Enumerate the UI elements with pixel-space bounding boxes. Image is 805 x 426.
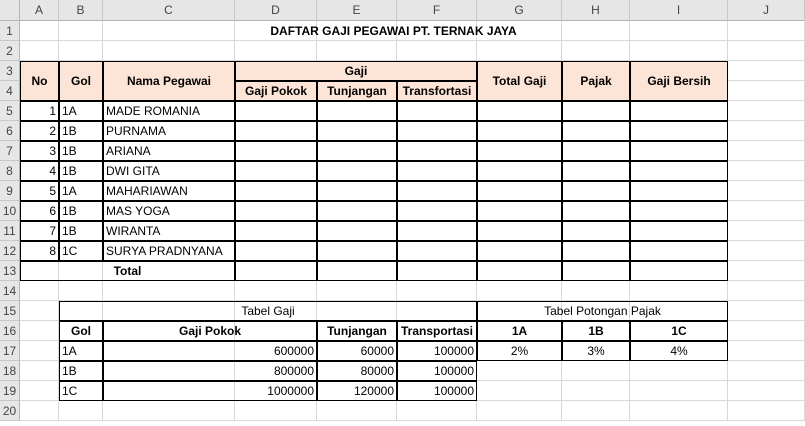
employee-no[interactable]: 7 (20, 221, 59, 241)
employee-name[interactable]: PURNAMA (103, 121, 235, 141)
grid-cell[interactable] (397, 41, 477, 61)
grid-cell[interactable] (728, 361, 805, 381)
tabel-gaji-header-transportasi[interactable]: Transportasi (397, 321, 477, 341)
row-header-18[interactable]: 18 (0, 361, 20, 381)
grid-cell[interactable] (728, 41, 805, 61)
header-gaji-group[interactable]: Gaji (235, 61, 477, 81)
grid-cell[interactable] (630, 361, 728, 381)
tabel-gaji-transportasi[interactable]: 100000 (397, 381, 477, 401)
employee-gol[interactable]: 1B (59, 221, 103, 241)
tabel-gaji-gol[interactable]: 1C (59, 381, 103, 401)
employee-no[interactable]: 3 (20, 141, 59, 161)
grid-cell[interactable] (477, 401, 562, 421)
grid-cell[interactable] (728, 401, 805, 421)
row-header-12[interactable]: 12 (0, 241, 20, 261)
tabel-pajak-header[interactable]: 1A (477, 321, 562, 341)
employee-gol[interactable]: 1B (59, 201, 103, 221)
empty-value-cell[interactable] (235, 221, 317, 241)
grid-cell[interactable] (728, 81, 805, 101)
tabel-pajak-value[interactable]: 2% (477, 341, 562, 361)
select-all-corner[interactable] (0, 0, 20, 21)
employee-no[interactable]: 2 (20, 121, 59, 141)
row-header-7[interactable]: 7 (0, 141, 20, 161)
grid-cell[interactable] (20, 321, 59, 341)
grid-cell[interactable] (20, 281, 59, 301)
row-header-6[interactable]: 6 (0, 121, 20, 141)
grid-cell[interactable] (20, 41, 59, 61)
empty-value-cell[interactable] (397, 101, 477, 121)
empty-value-cell[interactable] (235, 101, 317, 121)
empty-value-cell[interactable] (397, 221, 477, 241)
grid-cell[interactable] (477, 381, 562, 401)
grid-cell[interactable] (728, 381, 805, 401)
employee-name[interactable]: ARIANA (103, 141, 235, 161)
employee-name[interactable]: MAS YOGA (103, 201, 235, 221)
row-header-20[interactable]: 20 (0, 401, 20, 421)
grid-cell[interactable] (317, 41, 397, 61)
row-header-2[interactable]: 2 (0, 41, 20, 61)
empty-value-cell[interactable] (630, 181, 728, 201)
empty-value-cell[interactable] (397, 161, 477, 181)
column-header-J[interactable]: J (728, 0, 805, 21)
grid-cell[interactable] (20, 301, 59, 321)
column-header-I[interactable]: I (630, 0, 728, 21)
row-header-15[interactable]: 15 (0, 301, 20, 321)
grid-cell[interactable] (235, 41, 317, 61)
header-no[interactable]: No (20, 61, 59, 101)
empty-value-cell[interactable] (562, 201, 630, 221)
tabel-gaji-tunjangan[interactable]: 60000 (317, 341, 397, 361)
grid-cell[interactable] (630, 41, 728, 61)
column-header-B[interactable]: B (59, 0, 103, 21)
row-header-9[interactable]: 9 (0, 181, 20, 201)
grid-cell[interactable] (59, 281, 103, 301)
row-header-10[interactable]: 10 (0, 201, 20, 221)
grid-cell[interactable] (728, 261, 805, 281)
empty-value-cell[interactable] (630, 101, 728, 121)
empty-value-cell[interactable] (477, 201, 562, 221)
employee-name[interactable]: DWI GITA (103, 161, 235, 181)
empty-value-cell[interactable] (562, 241, 630, 261)
employee-name[interactable]: WIRANTA (103, 221, 235, 241)
header-gaji-bersih[interactable]: Gaji Bersih (630, 61, 728, 101)
empty-value-cell[interactable] (317, 121, 397, 141)
empty-value-cell[interactable] (562, 221, 630, 241)
grid-cell[interactable] (397, 401, 477, 421)
tabel-gaji-title[interactable]: Tabel Gaji (59, 301, 477, 321)
empty-value-cell[interactable] (562, 121, 630, 141)
employee-gol[interactable]: 1B (59, 141, 103, 161)
grid-cell[interactable] (317, 401, 397, 421)
empty-value-cell[interactable] (397, 241, 477, 261)
grid-cell[interactable] (562, 281, 630, 301)
employee-gol[interactable]: 1A (59, 101, 103, 121)
empty-value-cell[interactable] (630, 141, 728, 161)
empty-value-cell[interactable] (562, 161, 630, 181)
grid-cell[interactable] (103, 401, 235, 421)
employee-name[interactable]: MADE ROMANIA (103, 101, 235, 121)
total-value-cell[interactable] (397, 261, 477, 281)
tabel-pajak-value[interactable]: 3% (562, 341, 630, 361)
grid-cell[interactable] (630, 281, 728, 301)
column-header-H[interactable]: H (562, 0, 630, 21)
grid-cell[interactable] (477, 41, 562, 61)
column-header-D[interactable]: D (235, 0, 317, 21)
employee-no[interactable]: 4 (20, 161, 59, 181)
grid-cell[interactable] (103, 41, 235, 61)
row-header-16[interactable]: 16 (0, 321, 20, 341)
grid-cell[interactable] (317, 281, 397, 301)
row-header-5[interactable]: 5 (0, 101, 20, 121)
row-header-1[interactable]: 1 (0, 21, 20, 41)
tabel-gaji-tunjangan[interactable]: 80000 (317, 361, 397, 381)
grid-cell[interactable] (103, 281, 235, 301)
tabel-gaji-pokok[interactable]: 800000 (103, 361, 317, 381)
grid-cell[interactable] (477, 281, 562, 301)
employee-no[interactable]: 1 (20, 101, 59, 121)
empty-value-cell[interactable] (562, 141, 630, 161)
total-value-cell[interactable] (562, 261, 630, 281)
total-label[interactable]: Total (20, 261, 235, 281)
column-header-C[interactable]: C (103, 0, 235, 21)
grid-cell[interactable] (397, 281, 477, 301)
empty-value-cell[interactable] (562, 181, 630, 201)
employee-gol[interactable]: 1B (59, 121, 103, 141)
empty-value-cell[interactable] (397, 121, 477, 141)
total-value-cell[interactable] (317, 261, 397, 281)
tabel-gaji-gol[interactable]: 1B (59, 361, 103, 381)
grid-cell[interactable] (728, 281, 805, 301)
empty-value-cell[interactable] (235, 141, 317, 161)
grid-cell[interactable] (20, 401, 59, 421)
header-nama-pegawai[interactable]: Nama Pegawai (103, 61, 235, 101)
empty-value-cell[interactable] (317, 141, 397, 161)
employee-name[interactable]: SURYA PRADNYANA (103, 241, 235, 261)
empty-value-cell[interactable] (562, 101, 630, 121)
empty-value-cell[interactable] (477, 181, 562, 201)
empty-value-cell[interactable] (317, 181, 397, 201)
empty-value-cell[interactable] (477, 221, 562, 241)
grid-cell[interactable] (728, 341, 805, 361)
grid-cell[interactable] (562, 401, 630, 421)
grid-cell[interactable] (20, 341, 59, 361)
grid-cell[interactable] (728, 101, 805, 121)
tabel-pajak-header[interactable]: 1B (562, 321, 630, 341)
empty-value-cell[interactable] (477, 141, 562, 161)
row-header-13[interactable]: 13 (0, 261, 20, 281)
tabel-gaji-header-tunjangan[interactable]: Tunjangan (317, 321, 397, 341)
grid-cell[interactable] (59, 401, 103, 421)
tabel-gaji-header-gol[interactable]: Gol (59, 321, 103, 341)
grid-cell[interactable] (235, 281, 317, 301)
grid-cell[interactable] (59, 41, 103, 61)
empty-value-cell[interactable] (630, 121, 728, 141)
grid-cell[interactable] (728, 161, 805, 181)
row-header-11[interactable]: 11 (0, 221, 20, 241)
grid-cell[interactable] (728, 321, 805, 341)
grid-cell[interactable] (562, 41, 630, 61)
empty-value-cell[interactable] (477, 101, 562, 121)
empty-value-cell[interactable] (235, 241, 317, 261)
row-header-4[interactable]: 4 (0, 81, 20, 101)
employee-gol[interactable]: 1A (59, 181, 103, 201)
tabel-pajak-title[interactable]: Tabel Potongan Pajak (477, 301, 728, 321)
grid-cell[interactable] (728, 181, 805, 201)
tabel-gaji-pokok[interactable]: 1000000 (103, 381, 317, 401)
empty-value-cell[interactable] (317, 241, 397, 261)
grid-cell[interactable] (728, 61, 805, 81)
grid-cell[interactable] (630, 401, 728, 421)
employee-name[interactable]: MAHARIAWAN (103, 181, 235, 201)
grid-cell[interactable] (728, 121, 805, 141)
employee-no[interactable]: 5 (20, 181, 59, 201)
empty-value-cell[interactable] (477, 121, 562, 141)
empty-value-cell[interactable] (397, 141, 477, 161)
employee-gol[interactable]: 1B (59, 161, 103, 181)
empty-value-cell[interactable] (317, 201, 397, 221)
total-value-cell[interactable] (477, 261, 562, 281)
grid-cell[interactable] (728, 201, 805, 221)
empty-value-cell[interactable] (477, 241, 562, 261)
empty-value-cell[interactable] (317, 101, 397, 121)
header-tunjangan[interactable]: Tunjangan (317, 81, 397, 101)
row-header-19[interactable]: 19 (0, 381, 20, 401)
grid-cell[interactable] (562, 361, 630, 381)
employee-no[interactable]: 8 (20, 241, 59, 261)
grid-cell[interactable] (562, 381, 630, 401)
grid-cell[interactable] (235, 401, 317, 421)
total-value-cell[interactable] (630, 261, 728, 281)
tabel-gaji-tunjangan[interactable]: 120000 (317, 381, 397, 401)
column-header-G[interactable]: G (477, 0, 562, 21)
empty-value-cell[interactable] (630, 161, 728, 181)
employee-no[interactable]: 6 (20, 201, 59, 221)
row-header-8[interactable]: 8 (0, 161, 20, 181)
grid-cell[interactable] (477, 361, 562, 381)
grid-cell[interactable] (20, 381, 59, 401)
grid-cell[interactable] (728, 221, 805, 241)
empty-value-cell[interactable] (235, 201, 317, 221)
column-header-A[interactable]: A (20, 0, 59, 21)
empty-value-cell[interactable] (317, 161, 397, 181)
empty-value-cell[interactable] (397, 201, 477, 221)
row-header-3[interactable]: 3 (0, 61, 20, 81)
tabel-pajak-value[interactable]: 4% (630, 341, 728, 361)
grid-cell[interactable] (728, 301, 805, 321)
grid-cell[interactable] (20, 361, 59, 381)
column-header-E[interactable]: E (317, 0, 397, 21)
column-header-F[interactable]: F (397, 0, 477, 21)
grid-cell[interactable] (20, 21, 59, 41)
tabel-gaji-gol[interactable]: 1A (59, 341, 103, 361)
header-total-gaji[interactable]: Total Gaji (477, 61, 562, 101)
row-header-17[interactable]: 17 (0, 341, 20, 361)
empty-value-cell[interactable] (397, 181, 477, 201)
sheet-title[interactable]: DAFTAR GAJI PEGAWAI PT. TERNAK JAYA (270, 24, 517, 38)
empty-value-cell[interactable] (317, 221, 397, 241)
tabel-gaji-pokok[interactable]: 600000 (103, 341, 317, 361)
empty-value-cell[interactable] (235, 161, 317, 181)
grid-cell[interactable] (728, 241, 805, 261)
empty-value-cell[interactable] (630, 221, 728, 241)
empty-value-cell[interactable] (235, 121, 317, 141)
header-gaji-pokok[interactable]: Gaji Pokok (235, 81, 317, 101)
empty-value-cell[interactable] (630, 201, 728, 221)
empty-value-cell[interactable] (477, 161, 562, 181)
grid-cell[interactable] (630, 381, 728, 401)
header-pajak[interactable]: Pajak (562, 61, 630, 101)
grid-cell[interactable] (728, 21, 805, 41)
tabel-gaji-transportasi[interactable]: 100000 (397, 341, 477, 361)
tabel-gaji-header-pokok[interactable]: Gaji Pokok (103, 321, 317, 341)
header-gol[interactable]: Gol (59, 61, 103, 101)
header-transfortasi[interactable]: Transfortasi (397, 81, 477, 101)
row-header-14[interactable]: 14 (0, 281, 20, 301)
tabel-pajak-header[interactable]: 1C (630, 321, 728, 341)
tabel-gaji-transportasi[interactable]: 100000 (397, 361, 477, 381)
employee-gol[interactable]: 1C (59, 241, 103, 261)
empty-value-cell[interactable] (235, 181, 317, 201)
grid-cell[interactable] (728, 141, 805, 161)
empty-value-cell[interactable] (630, 241, 728, 261)
total-value-cell[interactable] (235, 261, 317, 281)
